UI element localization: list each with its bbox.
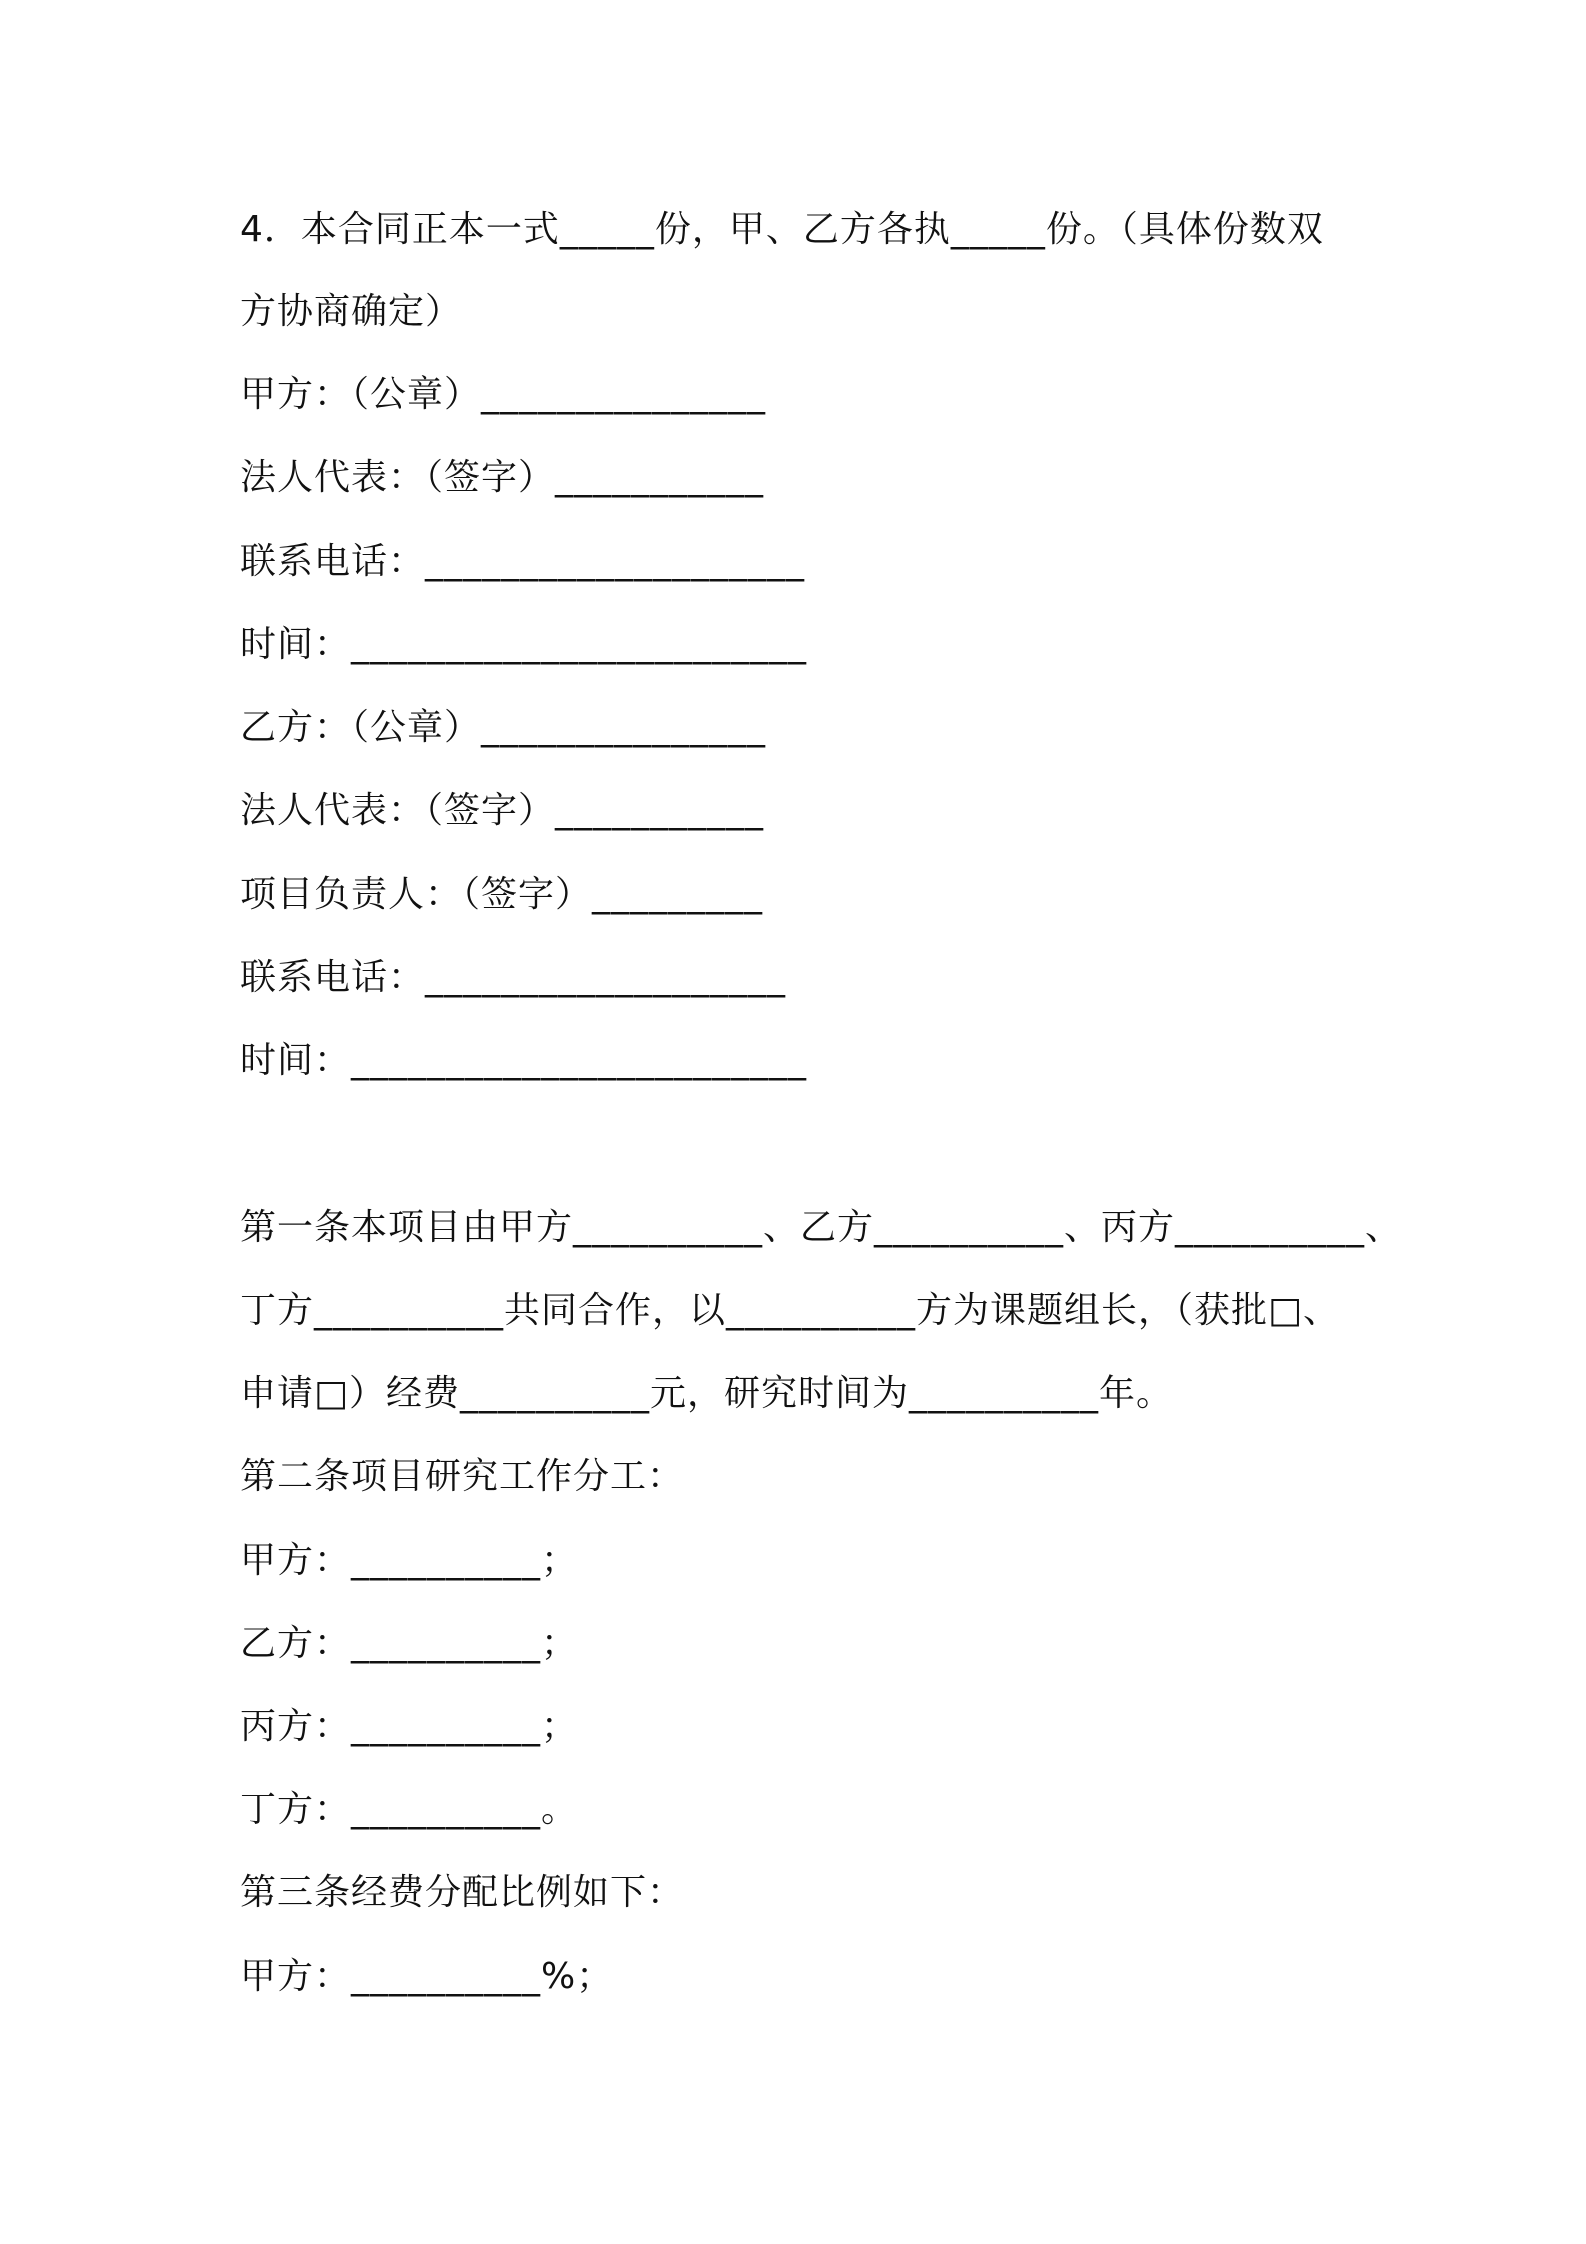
article-2-party-d: 丁方：__________。	[240, 1789, 579, 1830]
copies-clause-line2: 方协商确定）	[240, 291, 463, 332]
party-b-seal: 乙方：（公章）_______________	[240, 707, 767, 748]
article-2-party-a: 甲方：__________；	[240, 1540, 579, 1581]
party-a-phone: 联系电话：____________________	[240, 541, 806, 582]
article-3-party-a: 甲方：__________%；	[240, 1956, 614, 1997]
article-1-line3: 申请□）经费__________元，研究时间为__________年。	[240, 1373, 1174, 1414]
article-2-party-b: 乙方：__________；	[240, 1623, 579, 1664]
copies-clause-line1: 4．本合同正本一式_____份，甲、乙方各执_____份。（具体份数双	[240, 209, 1324, 250]
party-b-legal-rep: 法人代表：（签字）___________	[240, 790, 765, 831]
party-a-time: 时间：________________________	[240, 624, 808, 665]
article-1-line1: 第一条本项目由甲方__________、乙方__________、丙方__________、	[240, 1207, 1403, 1248]
party-a-legal-rep: 法人代表：（签字）___________	[240, 457, 765, 498]
party-a-seal: 甲方：（公章）_______________	[240, 374, 767, 415]
article-2-title: 第二条项目研究工作分工：	[240, 1456, 685, 1497]
article-1-line2: 丁方__________共同合作，以__________方为课题组长，（获批□、	[240, 1290, 1341, 1331]
party-b-project-lead: 项目负责人：（签字）_________	[240, 874, 764, 915]
party-b-phone: 联系电话：___________________	[240, 957, 787, 998]
article-3-title: 第三条经费分配比例如下：	[240, 1872, 685, 1913]
party-b-time: 时间：________________________	[240, 1040, 808, 1081]
article-2-party-c: 丙方：__________；	[240, 1706, 579, 1747]
